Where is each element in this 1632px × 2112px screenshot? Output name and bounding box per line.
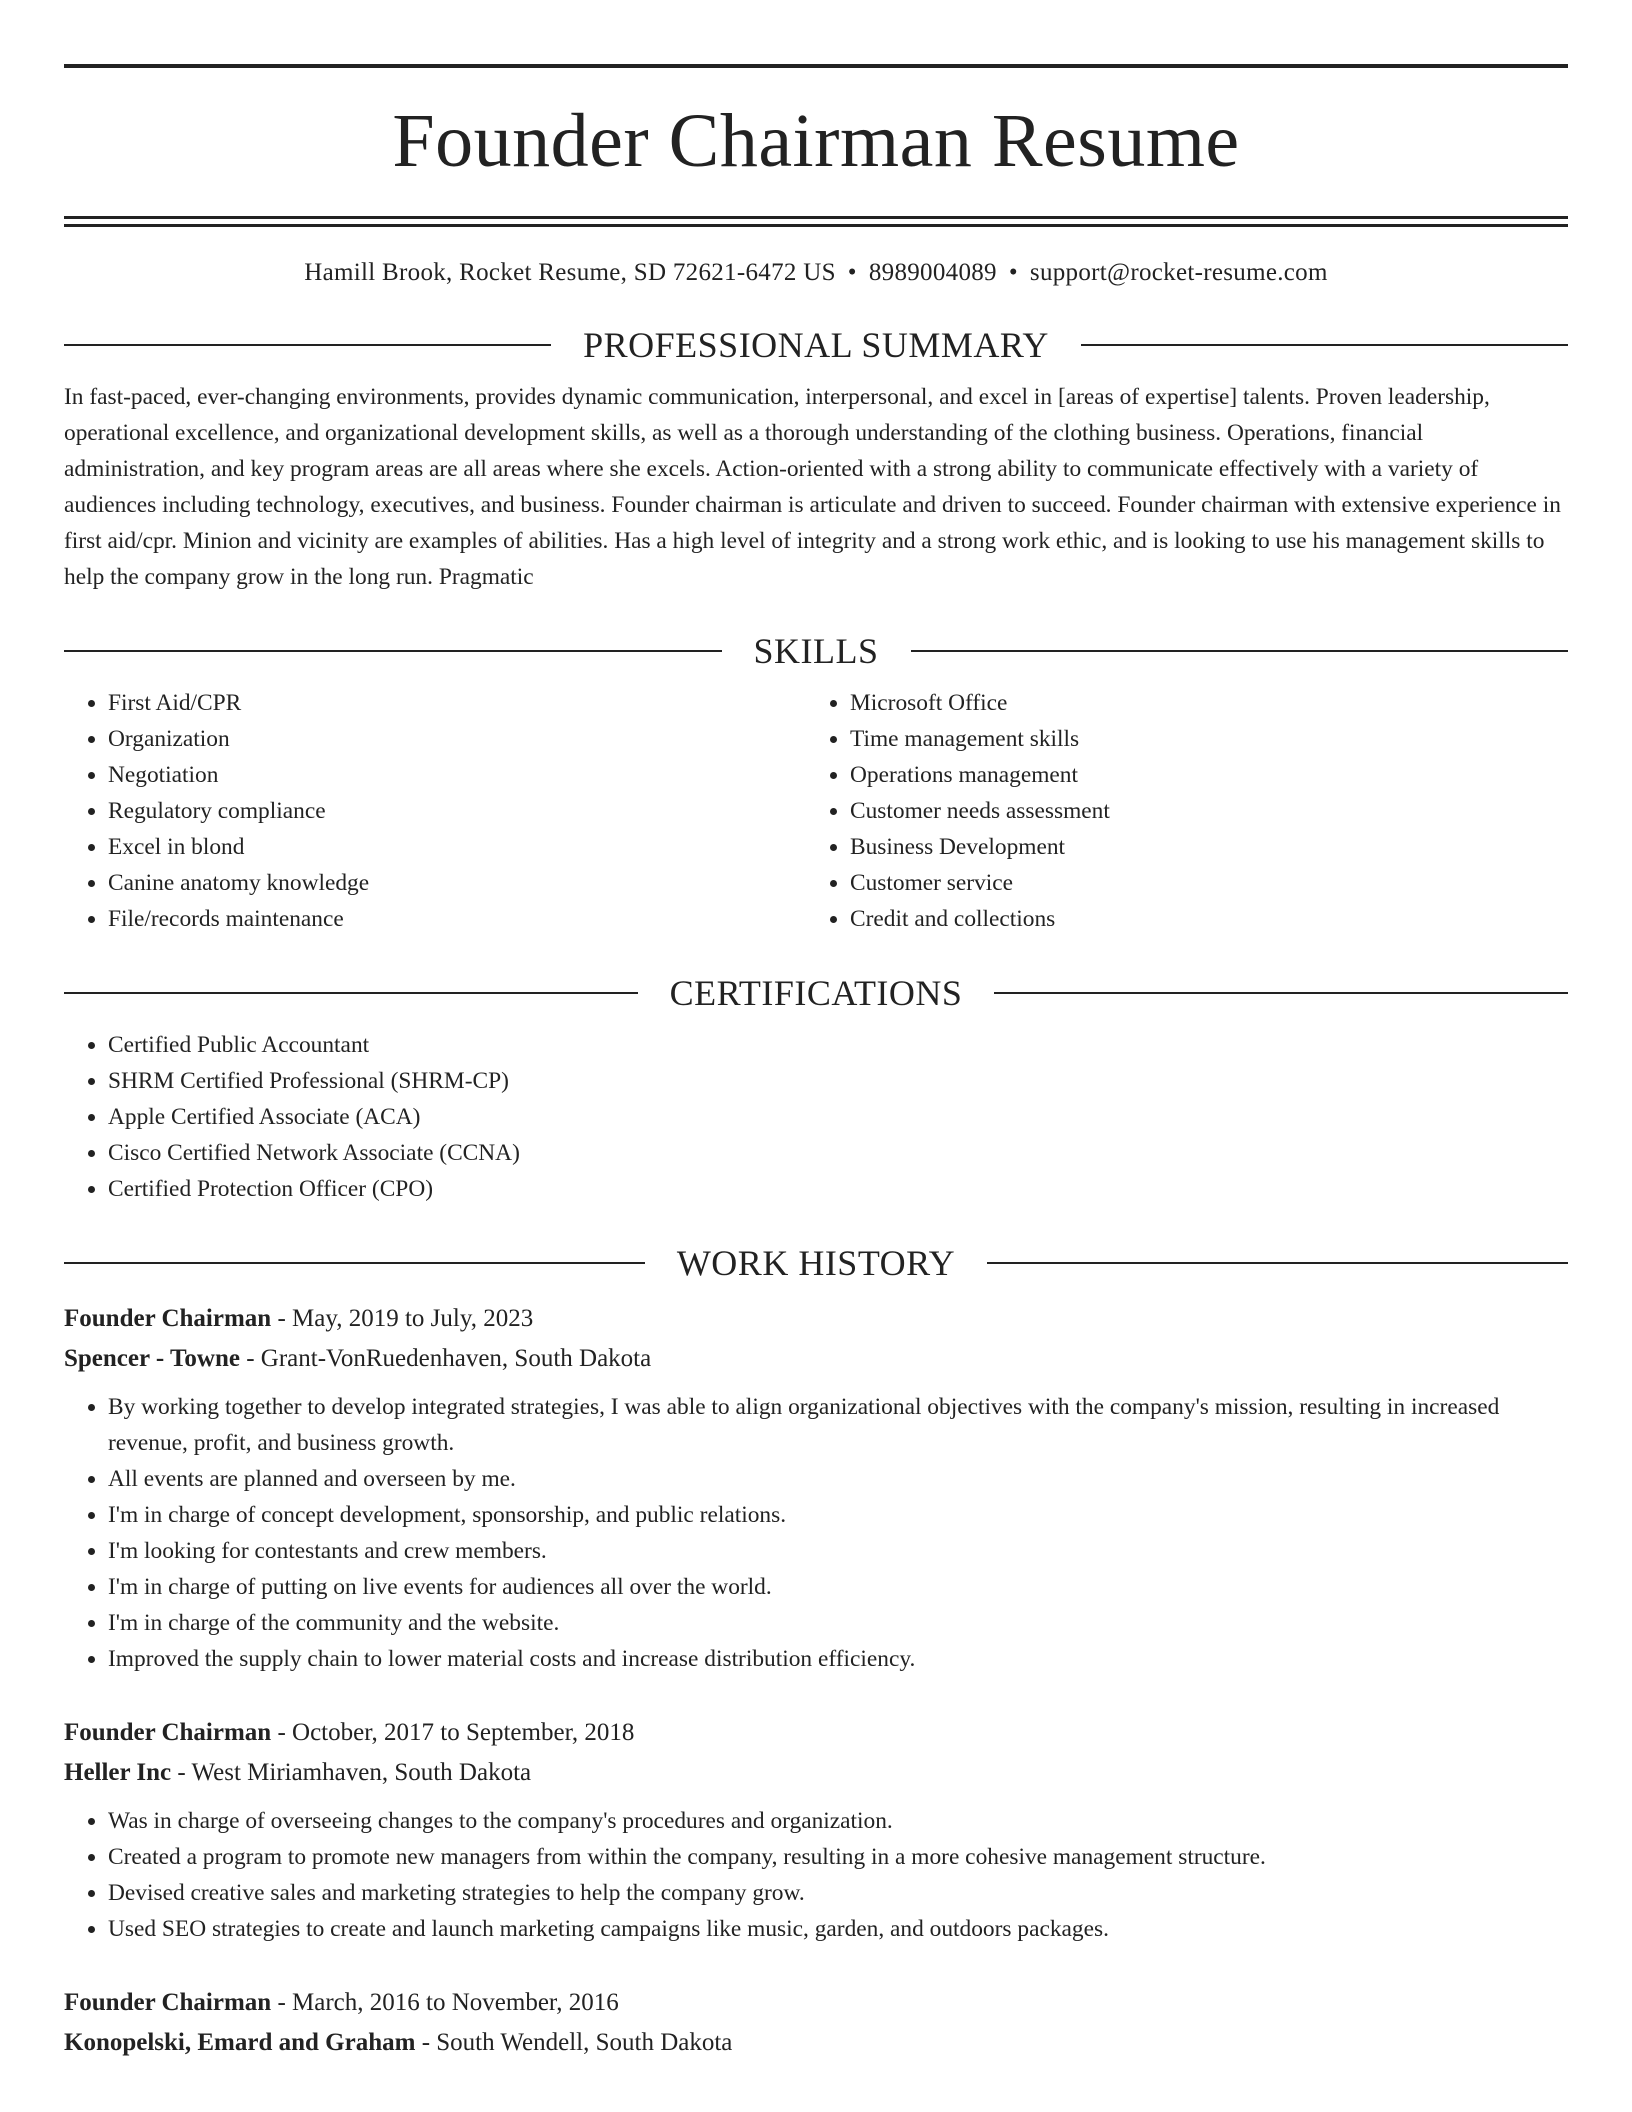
certification-item: • SHRM Certified Professional (SHRM-CP) [108,1063,1568,1099]
skill-item: • Regulatory compliance [108,793,806,829]
skills-left-list [64,685,806,937]
job-title: Founder Chairman [64,1305,272,1332]
job-bullets [64,1803,1568,1947]
skill-item: • Customer needs assessment [850,793,1548,829]
job-bullet: • I'm in charge of the community and the website. [108,1605,1568,1641]
job-entry [64,1299,1568,1677]
job-bullet: • I'm in charge of putting on live events for audiences all over the world. [108,1569,1568,1605]
job-location: - Grant-VonRuedenhaven, South Dakota [239,1345,652,1372]
job-bullets [64,1389,1568,1677]
job-company-line [64,1753,1568,1793]
skills-section-header [64,629,1568,673]
contact-line [64,257,1568,289]
certifications-section-header [64,971,1568,1015]
certification-item: • Certified Public Accountant [108,1027,1568,1063]
section-rule [64,650,722,652]
job-entry [64,1983,1568,2063]
job-title-line [64,1713,1568,1753]
contact-phone: 8989004089 [868,259,997,286]
job-company: Konopelski, Emard and Graham [64,2029,416,2056]
resume-page [64,0,1568,2063]
job-title: Founder Chairman [64,1989,272,2016]
summary-heading: PROFESSIONAL SUMMARY [583,325,1049,365]
skill-item: • Business Development [850,829,1548,865]
skill-item: • Excel in blond [108,829,806,865]
job-bullet: • Devised creative sales and marketing strategies to help the company grow. [108,1875,1568,1911]
section-rule [64,992,638,994]
skill-item: • Customer service [850,865,1548,901]
skill-item: • Organization [108,721,806,757]
skill-item: • First Aid/CPR [108,685,806,721]
skill-item: • Negotiation [108,757,806,793]
contact-separator: • [1008,259,1018,286]
certification-item: • Certified Protection Officer (CPO) [108,1171,1568,1207]
job-bullet: • Created a program to promote new managers from within the company, resulting in a more cohesive management structure. [108,1839,1568,1875]
skills-right-list [806,685,1548,937]
skill-item: • Operations management [850,757,1548,793]
job-company: Heller Inc [64,1759,172,1786]
job-bullet: • I'm in charge of concept development, sponsorship, and public relations. [108,1497,1568,1533]
contact-email: support@rocket-resume.com [1029,259,1328,286]
job-title-line [64,1299,1568,1339]
skill-item: • Canine anatomy knowledge [108,865,806,901]
skill-item: • Credit and collections [850,901,1548,937]
job-bullet: • I'm looking for contestants and crew members. [108,1533,1568,1569]
certification-item: • Cisco Certified Network Associate (CCNA) [108,1135,1568,1171]
skill-item: • File/records maintenance [108,901,806,937]
summary-section-header [64,323,1568,367]
summary-text: In fast-paced, ever-changing environments, provides dynamic communication, interpersonal, and excel in [areas of expertise] talents. Proven leadership, operational excellence, and organizational development skills, as well as a thorough understanding of the clothing business. Operations, financial administration, and key program areas are all areas where she excels. Action-oriented with a strong ability to communicate effectively with a variety of audiences including technology, executives, and business. Founder chairman is articulate and driven to succeed. Founder chairman with extensive experience in first aid/cpr. Minion and vicinity are examples of abilities. Has a high level of integrity and a strong work ethic, and is looking to use his management skills to help the company grow in the long run. Pragmatic [64,384,1561,590]
contact-address: Hamill Brook, Rocket Resume, SD 72621-6472 US [304,259,836,286]
job-dates: - May, 2019 to July, 2023 [271,1305,534,1332]
job-company-line [64,1339,1568,1379]
job-bullet: • Was in charge of overseeing changes to the company's procedures and organization. [108,1803,1568,1839]
job-dates: - March, 2016 to November, 2016 [271,1989,619,2016]
job-dates: - October, 2017 to September, 2018 [271,1719,635,1746]
job-company: Spencer - Towne [64,1345,240,1372]
skills-column-right [806,685,1548,937]
title-double-rule [64,216,1568,227]
section-rule [64,1262,645,1264]
job-bullet: • Used SEO strategies to create and launch marketing campaigns like music, garden, and outdoors packages. [108,1911,1568,1947]
skills-list [64,685,1568,937]
section-rule [64,344,551,346]
certifications-heading: CERTIFICATIONS [669,973,963,1013]
section-rule [994,992,1568,994]
job-bullet: • By working together to develop integrated strategies, I was able to align organizational objectives with the company's mission, resulting in increased revenue, profit, and business growth. [108,1389,1568,1461]
work-history-section-header [64,1241,1568,1285]
certification-item: • Apple Certified Associate (ACA) [108,1099,1568,1135]
job-title-line [64,1983,1568,2023]
section-rule [911,650,1569,652]
section-rule [987,1262,1568,1264]
skills-column-left [64,685,806,937]
job-bullet: • All events are planned and overseen by me. [108,1461,1568,1497]
work-history-heading: WORK HISTORY [676,1243,956,1283]
resume-title: Founder Chairman Resume [392,99,1240,183]
job-entry [64,1713,1568,1947]
job-location: - West Miriamhaven, South Dakota [171,1759,532,1786]
top-rule [64,64,1568,68]
job-company-line [64,2023,1568,2063]
skill-item: • Microsoft Office [850,685,1548,721]
contact-separator: • [847,259,857,286]
job-title: Founder Chairman [64,1719,272,1746]
job-location: - South Wendell, South Dakota [415,2029,733,2056]
job-bullet: • Improved the supply chain to lower material costs and increase distribution efficiency. [108,1641,1568,1677]
skill-item: • Time management skills [850,721,1548,757]
skills-heading: SKILLS [753,631,879,671]
certifications-bullets [64,1027,1568,1207]
certifications-list [64,1027,1568,1207]
section-rule [1081,344,1568,346]
